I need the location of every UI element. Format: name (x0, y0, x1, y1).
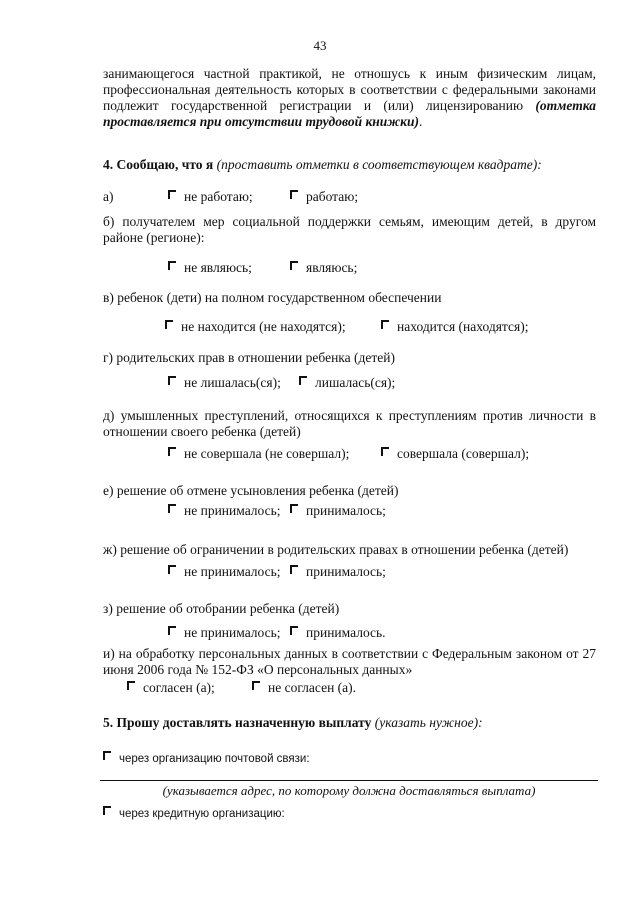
section-4-note: (проставить отметки в соответствующем квадрате): (216, 157, 542, 172)
item-b-text: б) получателем мер социальной поддержки семьям, имеющим детей, в другом районе (регионе): (103, 214, 596, 245)
item-e-option-1[interactable] (168, 503, 281, 519)
checkbox-icon[interactable] (168, 565, 176, 574)
option-label: являюсь; (306, 260, 358, 275)
option-label: не принималось; (184, 625, 281, 640)
item-e-text: е) решение об отмене усыновления ребенка (детей) (103, 483, 399, 498)
intro-paragraph (103, 66, 596, 130)
option-label: не совершала (не совершал); (184, 446, 350, 461)
item-i-text: и) на обработку персональных данных в соответствии с Федеральным законом от 27 июня 2006 года № 152-ФЗ «О персональных данных» (103, 646, 596, 677)
item-v-option-1[interactable] (165, 319, 346, 335)
checkbox-icon[interactable] (168, 447, 176, 456)
checkbox-icon[interactable] (290, 190, 298, 199)
checkbox-icon[interactable] (290, 504, 298, 513)
option-label: работаю; (306, 189, 359, 204)
item-d-option-2[interactable] (381, 446, 529, 462)
item-v-option-2[interactable] (381, 319, 528, 335)
option-label: согласен (а); (143, 680, 215, 695)
checkbox-icon[interactable] (165, 320, 173, 329)
checkbox-icon[interactable] (290, 626, 298, 635)
option-label: не принималось; (184, 503, 281, 518)
option-label: не работаю; (184, 189, 253, 204)
section-5-heading (103, 715, 596, 731)
option-label: принималось; (306, 564, 386, 579)
checkbox-icon[interactable] (290, 565, 298, 574)
checkbox-icon[interactable] (252, 681, 260, 690)
item-zh-option-1[interactable] (168, 564, 281, 580)
intro-text: занимающегося частной практикой, не отношусь к иным физическим лицам, профессиональная деятельность которых в соответствии с федеральными законами подлежит государственной регистрации и (или) лицензированию (103, 66, 596, 113)
option-label: лишалась(ся); (315, 375, 396, 390)
item-z-option-1[interactable] (168, 625, 281, 641)
checkbox-icon[interactable] (299, 376, 307, 385)
checkbox-icon[interactable] (103, 806, 111, 815)
item-i-option-1[interactable] (127, 680, 215, 696)
option-label: не являюсь; (184, 260, 252, 275)
section-5-title: 5. Прошу доставлять назначенную выплату (103, 715, 375, 730)
item-a-option-1[interactable] (168, 189, 253, 205)
item-a-option-2[interactable] (290, 189, 358, 205)
item-e-option-2[interactable] (290, 503, 386, 519)
option-label: принималось. (306, 625, 386, 640)
checkbox-icon[interactable] (127, 681, 135, 690)
address-line[interactable] (100, 780, 598, 781)
option-label: находится (находятся); (397, 319, 529, 334)
item-d-option-1[interactable] (168, 446, 349, 462)
delivery-postal-option[interactable] (103, 751, 310, 765)
checkbox-icon[interactable] (290, 261, 298, 270)
item-g-option-2[interactable] (299, 375, 395, 391)
option-label: принималось; (306, 503, 386, 518)
checkbox-icon[interactable] (168, 376, 176, 385)
checkbox-icon[interactable] (168, 626, 176, 635)
item-d-text: д) умышленных преступлений, относящихся к преступлениям против личности в отношении своего ребенка (детей) (103, 408, 596, 439)
option-label: совершала (совершал); (397, 446, 530, 461)
item-z-text: з) решение об отобрании ребенка (детей) (103, 601, 340, 616)
checkbox-icon[interactable] (381, 447, 389, 456)
page-number: 43 (313, 38, 327, 53)
intro-tail: . (419, 114, 423, 129)
item-b-option-1[interactable] (168, 260, 252, 276)
item-zh-text: ж) решение об ограничении в родительских правах в отношении ребенка (детей) (103, 542, 569, 557)
section-5-note: (указать нужное): (374, 715, 483, 730)
checkbox-icon[interactable] (381, 320, 389, 329)
option-label: не находится (не находятся); (181, 319, 346, 334)
item-g-text: г) родительских прав в отношении ребенка (детей) (103, 350, 395, 365)
delivery-bank-option[interactable] (103, 806, 285, 820)
checkbox-icon[interactable] (168, 504, 176, 513)
item-v-text: в) ребенок (дети) на полном государственном обеспечении (103, 290, 442, 305)
item-b-option-2[interactable] (290, 260, 357, 276)
option-label: не согласен (а). (268, 680, 357, 695)
section-4-heading (103, 157, 596, 173)
section-4-title: 4. Сообщаю, что я (103, 157, 217, 172)
checkbox-icon[interactable] (103, 751, 111, 760)
intro-note: (отметка проставляется при отсутствии трудовой книжки) (103, 98, 596, 129)
option-label: через кредитную организацию: (119, 808, 285, 820)
item-i-option-2[interactable] (252, 680, 356, 696)
option-label: не лишалась(ся); (184, 375, 281, 390)
item-a-label: а) (103, 189, 114, 204)
option-label: через организацию почтовой связи: (119, 753, 310, 765)
checkbox-icon[interactable] (168, 261, 176, 270)
address-caption: (указывается адрес, по которому должна доставляться выплата) (162, 783, 536, 798)
item-z-option-2[interactable] (290, 625, 386, 641)
option-label: не принималось; (184, 564, 281, 579)
item-zh-option-2[interactable] (290, 564, 386, 580)
item-g-option-1[interactable] (168, 375, 281, 391)
checkbox-icon[interactable] (168, 190, 176, 199)
